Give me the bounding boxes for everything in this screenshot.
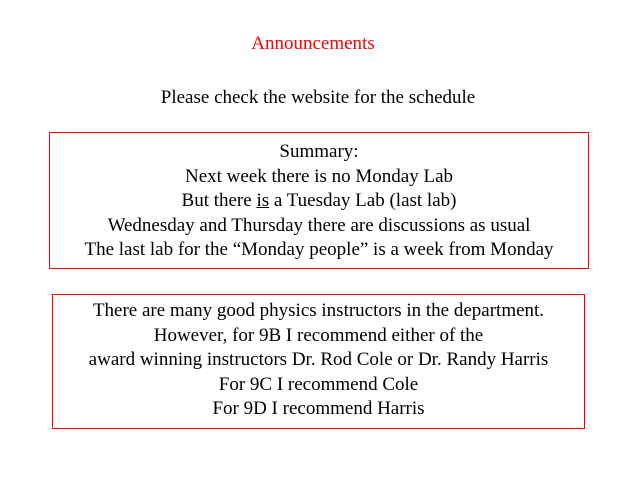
summary-line-tuesday-pre: But there: [181, 190, 257, 211]
instructors-box: [52, 294, 585, 429]
instructors-line-9d: For 9D I recommend Harris: [212, 398, 425, 419]
instructors-line-names: award winning instructors Dr. Rod Cole or Dr. Randy Harris: [88, 349, 549, 370]
summary-line-monday-lab: Next week there is no Monday Lab: [184, 165, 454, 187]
instructors-line-intro: There are many good physics instructors in the department.: [92, 300, 545, 321]
summary-line-tuesday-post: a Tuesday Lab (last lab): [269, 190, 457, 211]
summary-line-discussions: Wednesday and Thursday there are discussions as usual: [107, 214, 531, 236]
summary-line-last-lab: The last lab for the “Monday people” is a week from Monday: [84, 239, 554, 260]
summary-line-tuesday-emphasis: is: [256, 190, 270, 211]
schedule-notice: Please check the website for the schedule: [160, 87, 476, 108]
summary-box: [49, 132, 589, 269]
instructors-line-9b: However, for 9B I recommend either of the: [153, 324, 484, 346]
instructors-line-9c: For 9C I recommend Cole: [218, 373, 419, 395]
summary-line-tuesday-lab: [50, 189, 588, 214]
summary-heading: Summary:: [279, 141, 359, 162]
page-title: Announcements: [251, 33, 375, 54]
